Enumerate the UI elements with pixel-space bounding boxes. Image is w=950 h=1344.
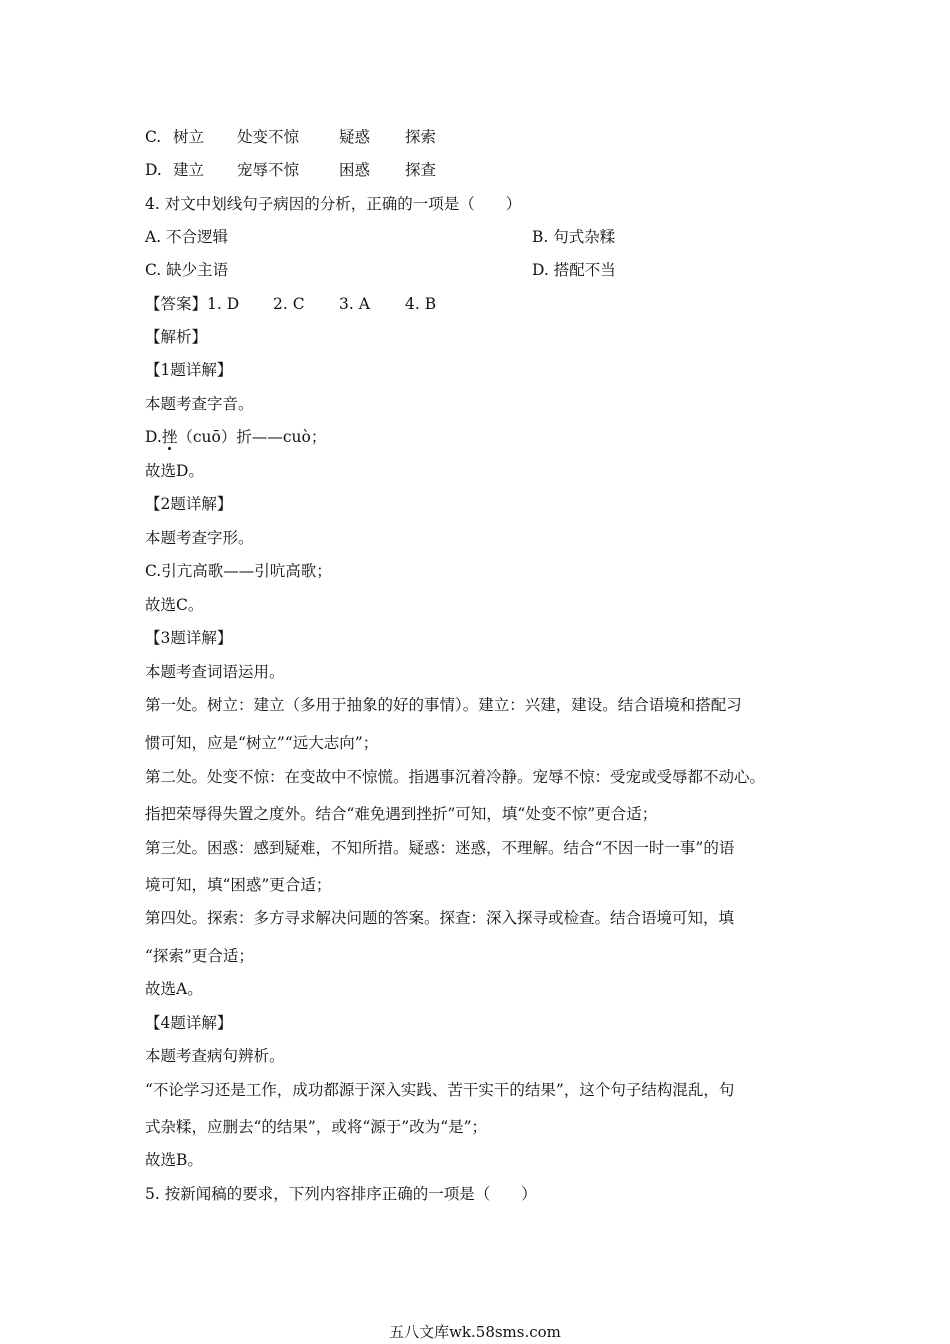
detail-1-conclusion: 故选D。 — [145, 462, 204, 480]
detail-4-conclusion: 故选B。 — [145, 1151, 203, 1169]
detail-1-line — [145, 427, 326, 447]
detail-1-topic: 本题考查字音。 — [145, 395, 254, 413]
q4-option-a: A. 不合逻辑 — [145, 228, 229, 246]
q5-stem: 5. 按新闻稿的要求，下列内容排序正确的一项是（ ） — [145, 1185, 537, 1203]
detail-2-topic: 本题考查字形。 — [145, 529, 254, 547]
detail-2-line: C.引亢高歌——引吭高歌； — [145, 562, 332, 580]
detail-3-p1b: 惯可知，应是“树立”“远大志向”； — [145, 734, 379, 752]
detail-3-p2b: 指把荣辱得失置之度外。结合“难免遇到挫折”可知，填“处变不惊”更合适； — [145, 805, 658, 823]
option-word: 处变不惊 — [237, 128, 300, 146]
option-word: 困惑 — [339, 161, 371, 179]
detail-3-p3b: 境可知，填“困惑”更合适； — [145, 876, 332, 894]
footer-watermark: 五八文库wk.58sms.com — [389, 1323, 561, 1341]
q3-option-c — [145, 127, 436, 147]
option-word: 建立 — [173, 161, 205, 179]
answer-item: 4. B — [405, 295, 437, 313]
pronunciation: （cuō）折——cuò； — [177, 428, 327, 446]
detail-3-conclusion: 故选A。 — [145, 980, 203, 998]
detail-1-title: 【1题详解】 — [145, 361, 233, 379]
detail-4-title: 【4题详解】 — [145, 1014, 233, 1032]
answer-item: 1. D — [207, 295, 240, 313]
detail-3-p4b: “探索”更合适； — [145, 947, 254, 965]
answer-label: 【答案】 — [145, 295, 208, 313]
detail-3-topic: 本题考查词语运用。 — [145, 663, 285, 681]
emphasized-char: 挫 — [161, 428, 178, 446]
option-word: 疑惑 — [339, 128, 371, 146]
option-letter: C. — [145, 128, 162, 146]
detail-3-p4a: 第四处。探索：多方寻求解决问题的答案。探查：深入探寻或检查。结合语境可知，填 — [145, 909, 735, 927]
detail-3-p3a: 第三处。困惑：感到疑难，不知所措。疑惑：迷惑，不理解。结合“不因一时一事”的语 — [145, 839, 735, 857]
q4-option-c: C. 缺少主语 — [145, 261, 229, 279]
q4-stem: 4. 对文中划线句子病因的分析，正确的一项是（ ） — [145, 195, 522, 213]
option-word: 树立 — [173, 128, 205, 146]
detail-2-conclusion: 故选C。 — [145, 596, 204, 614]
detail-3-p1a: 第一处。树立：建立（多用于抽象的好的事情）。建立：兴建，建设。结合语境和搭配习 — [145, 696, 742, 714]
q4-option-b: B. 句式杂糅 — [532, 228, 616, 246]
analysis-label: 【解析】 — [145, 328, 208, 346]
option-word: 探索 — [405, 128, 437, 146]
detail-4-pb: 式杂糅，应删去“的结果”，或将“源于”改为“是”； — [145, 1118, 488, 1136]
answer-item: 2. C — [273, 295, 305, 313]
option-word: 探查 — [405, 161, 437, 179]
option-word: 宠辱不惊 — [237, 161, 300, 179]
answer-line — [145, 294, 436, 314]
option-letter: D. — [145, 161, 162, 179]
q3-option-d — [145, 160, 436, 180]
detail-3-p2a: 第二处。处变不惊：在变故中不惊慌。指遇事沉着冷静。宠辱不惊：受宠或受辱都不动心。 — [145, 768, 766, 786]
detail-3-title: 【3题详解】 — [145, 629, 233, 647]
detail-4-topic: 本题考查病句辨析。 — [145, 1047, 285, 1065]
answer-item: 3. A — [339, 295, 370, 313]
detail-2-title: 【2题详解】 — [145, 495, 233, 513]
q4-option-d: D. 搭配不当 — [532, 261, 616, 279]
prefix: D. — [145, 428, 162, 446]
detail-4-pa: “不论学习还是工作，成功都源于深入实践、苦干实干的结果”，这个句子结构混乱，句 — [145, 1081, 735, 1099]
